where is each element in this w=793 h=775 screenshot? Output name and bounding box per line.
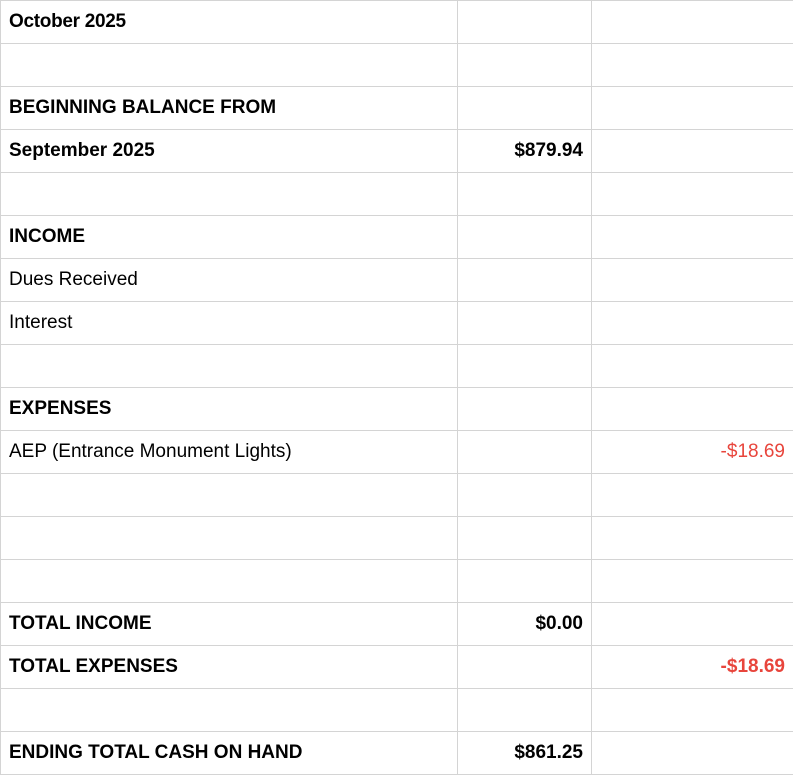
cell-label[interactable] <box>1 689 458 732</box>
cell-negative-amount[interactable] <box>592 44 793 87</box>
cell-amount[interactable] <box>458 44 592 87</box>
table-row <box>1 173 793 216</box>
table-row <box>1 603 793 646</box>
cell-negative-amount[interactable] <box>592 689 793 732</box>
cell-label[interactable] <box>1 173 458 216</box>
cell-amount[interactable] <box>458 345 592 388</box>
cell-amount[interactable] <box>458 517 592 560</box>
cell-label[interactable]: TOTAL INCOME <box>1 603 458 646</box>
cell-label[interactable]: September 2025 <box>1 130 458 173</box>
cell-amount[interactable] <box>458 474 592 517</box>
table-row <box>1 87 793 130</box>
cell-label[interactable]: ENDING TOTAL CASH ON HAND <box>1 732 458 775</box>
table-row <box>1 302 793 345</box>
cell-amount[interactable] <box>458 560 592 603</box>
cell-negative-amount[interactable] <box>592 302 793 345</box>
cell-label[interactable] <box>1 345 458 388</box>
cell-amount[interactable]: $879.94 <box>458 130 592 173</box>
table-row <box>1 431 793 474</box>
cell-label[interactable]: EXPENSES <box>1 388 458 431</box>
cell-amount[interactable] <box>458 259 592 302</box>
cell-amount[interactable] <box>458 173 592 216</box>
cell-amount[interactable]: $861.25 <box>458 732 592 775</box>
table-row <box>1 388 793 431</box>
cell-amount[interactable] <box>458 1 592 44</box>
cell-negative-amount[interactable] <box>592 474 793 517</box>
table-row <box>1 517 793 560</box>
table-row <box>1 474 793 517</box>
cell-negative-amount[interactable] <box>592 732 793 775</box>
cell-amount[interactable] <box>458 216 592 259</box>
cell-label[interactable]: AEP (Entrance Monument Lights) <box>1 431 458 474</box>
table-row <box>1 560 793 603</box>
cell-label[interactable] <box>1 474 458 517</box>
cell-label[interactable]: Dues Received <box>1 259 458 302</box>
cell-label[interactable] <box>1 560 458 603</box>
cell-negative-amount[interactable] <box>592 216 793 259</box>
cell-negative-amount[interactable] <box>592 560 793 603</box>
table-row <box>1 646 793 689</box>
cell-amount[interactable] <box>458 87 592 130</box>
table-row <box>1 689 793 732</box>
cell-amount[interactable] <box>458 689 592 732</box>
cell-amount[interactable] <box>458 388 592 431</box>
cell-label[interactable]: October 2025 <box>1 1 458 44</box>
table-row <box>1 259 793 302</box>
cell-amount[interactable] <box>458 431 592 474</box>
cell-label[interactable]: TOTAL EXPENSES <box>1 646 458 689</box>
cell-label[interactable] <box>1 517 458 560</box>
ledger-table-body <box>1 1 793 775</box>
cell-negative-amount[interactable] <box>592 130 793 173</box>
table-row <box>1 130 793 173</box>
cell-negative-amount[interactable] <box>592 87 793 130</box>
table-row <box>1 216 793 259</box>
cell-amount[interactable]: $0.00 <box>458 603 592 646</box>
table-row <box>1 44 793 87</box>
cell-label[interactable]: BEGINNING BALANCE FROM <box>1 87 458 130</box>
cell-negative-amount[interactable] <box>592 388 793 431</box>
cell-amount[interactable] <box>458 646 592 689</box>
cell-negative-amount[interactable] <box>592 259 793 302</box>
cell-amount[interactable] <box>458 302 592 345</box>
cell-negative-amount[interactable] <box>592 1 793 44</box>
table-row <box>1 732 793 775</box>
table-row <box>1 345 793 388</box>
cell-negative-amount[interactable] <box>592 603 793 646</box>
cell-label[interactable]: INCOME <box>1 216 458 259</box>
cell-negative-amount[interactable] <box>592 345 793 388</box>
cell-negative-amount[interactable] <box>592 517 793 560</box>
cell-negative-amount[interactable]: -$18.69 <box>592 431 793 474</box>
table-row <box>1 1 793 44</box>
cell-label[interactable]: Interest <box>1 302 458 345</box>
cell-negative-amount[interactable] <box>592 173 793 216</box>
cell-label[interactable] <box>1 44 458 87</box>
cell-negative-amount[interactable]: -$18.69 <box>592 646 793 689</box>
